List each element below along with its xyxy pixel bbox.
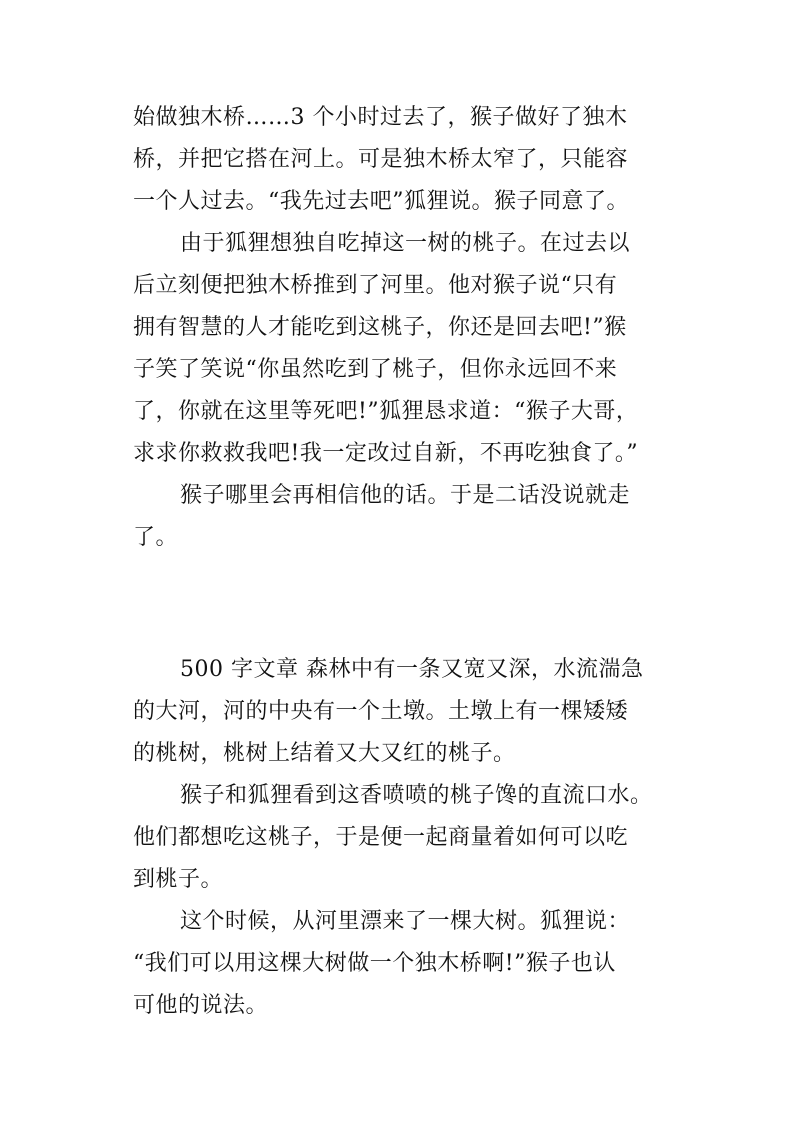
text-line: 这个时候，从河里漂来了一棵大树。狐狸说：	[180, 909, 631, 934]
text-line: 的桃树，桃树上结着又大又红的桃子。	[133, 741, 516, 766]
text-line: 猴子和狐狸看到这香喷喷的桃子馋的直流口水。	[180, 783, 653, 808]
text-line: 的大河，河的中央有一个土墩。土墩上有一棵矮矮	[133, 699, 629, 724]
text-line: 拥有智慧的人才能吃到这桃子，你还是回去吧!”猴	[133, 315, 627, 340]
text-line: 由于狐狸想独自吃掉这一树的桃子。在过去以	[180, 231, 631, 256]
text-line: 求求你救救我吧!我一定改过自新，不再吃独食了。”	[133, 441, 639, 466]
text-line: “我们可以用这棵大树做一个独木桥啊!”猴子也认	[133, 951, 616, 976]
text-line: 后立刻便把独木桥推到了河里。他对猴子说“只有	[133, 273, 618, 298]
text-line: 可他的说法。	[133, 993, 269, 1018]
text-line: 了。	[133, 525, 179, 550]
text-line: 到桃子。	[133, 867, 224, 892]
text-line: 了，你就在这里等死吧!”狐狸恳求道：“猴子大哥，	[133, 399, 639, 424]
text-line: 始做独木桥……3 个小时过去了，猴子做好了独木	[133, 105, 628, 130]
text-line: 桥，并把它搭在河上。可是独木桥太窄了，只能容	[133, 147, 629, 172]
text-line: 他们都想吃这桃子，于是便一起商量着如何可以吃	[133, 825, 629, 850]
text-line: 子笑了笑说“你虽然吃到了桃子，但你永远回不来	[133, 357, 618, 382]
text-line: 一个人过去。“我先过去吧”狐狸说。猴子同意了。	[133, 189, 629, 214]
text-line: 猴子哪里会再相信他的话。于是二话没说就走	[180, 483, 631, 508]
text-line: 500 字文章 森林中有一条又宽又深，水流湍急	[180, 657, 644, 682]
